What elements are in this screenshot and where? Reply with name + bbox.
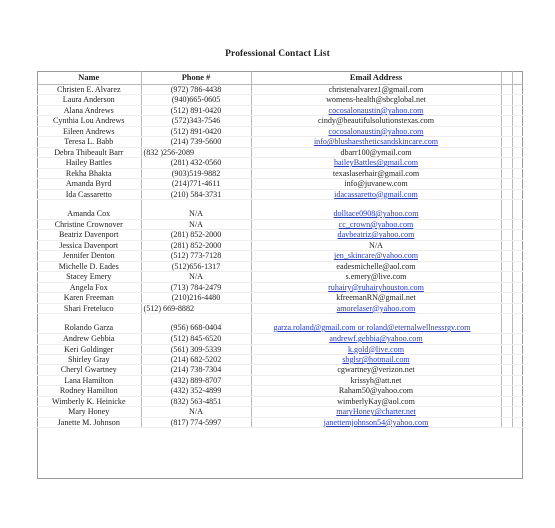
contact-email-link[interactable]: amorelaser@yahoo.com xyxy=(336,303,416,313)
blank-cell xyxy=(501,386,512,396)
blank-cell xyxy=(501,168,512,178)
contact-email-cell xyxy=(251,147,501,157)
contact-email-cell xyxy=(251,407,501,417)
contact-table xyxy=(37,71,523,428)
table-row xyxy=(37,251,523,261)
contact-name: Amanda Byrd xyxy=(37,179,141,189)
blank-cell xyxy=(501,375,512,385)
blank-cell xyxy=(512,240,523,250)
blank-cell xyxy=(512,85,523,95)
table-row xyxy=(37,344,523,354)
table-row xyxy=(37,219,523,229)
blank-cell xyxy=(512,126,523,136)
contact-name: Shari Freteluco xyxy=(37,303,141,313)
contact-name: Rolando Garza xyxy=(37,314,141,334)
blank-cell xyxy=(501,189,512,199)
contact-email-cell xyxy=(251,116,501,126)
blank-cell xyxy=(501,251,512,261)
blank-cell xyxy=(501,293,512,303)
table-row xyxy=(37,85,523,95)
blank-cell xyxy=(501,407,512,417)
table-row xyxy=(37,293,523,303)
contact-phone: N/A xyxy=(141,199,251,219)
table-row xyxy=(37,137,523,147)
table-row xyxy=(37,179,523,189)
contact-email: christenalvarez1@gmail.com xyxy=(328,85,424,94)
contact-name: Laura Anderson xyxy=(37,95,141,105)
contact-phone: (214) 738-7304 xyxy=(141,365,251,375)
contact-phone: (832 )256-2089 xyxy=(141,147,251,157)
blank-cell xyxy=(501,85,512,95)
header-blank-column xyxy=(512,71,523,85)
contact-phone: (903)519-9882 xyxy=(141,168,251,178)
contact-email-link[interactable]: andrewf.gebbia@yahoo.com xyxy=(329,334,423,344)
contact-name: Angela Fox xyxy=(37,282,141,292)
contact-phone: (512) 845-6520 xyxy=(141,334,251,344)
contact-name: Wimberly K. Heinicke xyxy=(37,396,141,406)
blank-cell xyxy=(512,147,523,157)
contact-email-cell xyxy=(251,85,501,95)
contact-phone: (956) 668-0404 xyxy=(141,314,251,334)
contact-email-cell xyxy=(251,344,501,354)
blank-cell xyxy=(512,137,523,147)
table-row xyxy=(37,116,523,126)
contact-email: N/A xyxy=(369,240,383,250)
blank-cell xyxy=(512,189,523,199)
contact-email-link[interactable]: jen_skincare@yahoo.com xyxy=(333,251,419,261)
blank-cell xyxy=(512,105,523,115)
contact-email: cindy@beautifulsolutionstexas.com xyxy=(317,116,435,126)
table-row xyxy=(37,407,523,417)
contact-email-cell xyxy=(251,230,501,240)
blank-cell xyxy=(512,314,523,334)
contact-phone: (512)656-1317 xyxy=(141,261,251,271)
contact-phone: (281) 432-0560 xyxy=(141,158,251,168)
blank-cell xyxy=(501,219,512,229)
contact-phone: (210) 584-3731 xyxy=(141,189,251,199)
contact-email-cell xyxy=(251,417,501,427)
blank-cell xyxy=(501,147,512,157)
blank-cell xyxy=(512,375,523,385)
contact-name: Jessica Davenport xyxy=(37,240,141,250)
contact-email-cell xyxy=(251,189,501,199)
table-row xyxy=(37,354,523,364)
table-row xyxy=(37,189,523,199)
blank-cell xyxy=(512,219,523,229)
contact-phone: (512) 891-0420 xyxy=(141,126,251,136)
contact-name: Beatriz Davenport xyxy=(37,230,141,240)
table-row xyxy=(37,147,523,157)
contact-email-cell xyxy=(251,251,501,261)
contact-email: texaslaserhair@gmail.com xyxy=(332,168,420,178)
header-row xyxy=(37,71,523,85)
table-row xyxy=(37,334,523,344)
contact-name: Mary Honey xyxy=(37,407,141,417)
contact-name: Keri Goldinger xyxy=(37,344,141,354)
contact-email-cell xyxy=(251,303,501,313)
contact-rows xyxy=(37,85,523,428)
contact-name: Cynthia Lou Andrews xyxy=(37,116,141,126)
contact-email-cell xyxy=(251,179,501,189)
header-name: Name xyxy=(37,71,141,85)
table-row xyxy=(37,303,523,313)
contact-email: cgwartney@verizon.net xyxy=(337,365,415,375)
contact-phone: (832) 563-4851 xyxy=(141,396,251,406)
contact-name: Ida Cassaretto xyxy=(37,189,141,199)
table-row xyxy=(37,126,523,136)
contact-phone: (512) 891-0420 xyxy=(141,105,251,115)
table-row xyxy=(37,282,523,292)
blank-cell xyxy=(501,303,512,313)
table-row xyxy=(37,240,523,250)
contact-phone: N/A xyxy=(141,407,251,417)
page-title: Professional Contact List xyxy=(225,49,330,59)
table-row xyxy=(37,417,523,427)
blank-cell xyxy=(501,261,512,271)
blank-cell xyxy=(501,105,512,115)
contact-phone: (972) 786-4438 xyxy=(141,85,251,95)
blank-cell xyxy=(501,272,512,282)
blank-cell xyxy=(501,230,512,240)
contact-email-cell xyxy=(251,219,501,229)
table-row xyxy=(37,396,523,406)
contact-phone: (214)771-4611 xyxy=(141,179,251,189)
contact-email-link[interactable]: cocosalonaustin@yahoo.com xyxy=(328,105,424,115)
table-row xyxy=(37,272,523,282)
blank-cell xyxy=(512,354,523,364)
table-row xyxy=(37,261,523,271)
contact-phone: (561) 309-5339 xyxy=(141,344,251,354)
blank-cell xyxy=(501,396,512,406)
blank-cell xyxy=(512,168,523,178)
contact-email: kfreemanRN@gmail.net xyxy=(336,293,416,303)
table-row xyxy=(37,375,523,385)
contact-phone: (713) 784-2479 xyxy=(141,282,251,292)
blank-cell xyxy=(512,282,523,292)
contact-email-link[interactable]: ruhairy@ruhairyhouston.com xyxy=(328,282,424,292)
header-blank-column xyxy=(501,71,512,85)
contact-name: Lana Hamilton xyxy=(37,375,141,385)
contact-email-link[interactable]: idacassaretto@gmail.com xyxy=(334,189,418,199)
contact-phone: (281) 852-2000 xyxy=(141,230,251,240)
blank-cell xyxy=(512,272,523,282)
contact-name: Amanda Cox xyxy=(37,199,141,219)
contact-phone: (214) 682-5202 xyxy=(141,354,251,364)
contact-email-link[interactable]: info@blushaestheticsandskincare.com xyxy=(313,137,439,147)
table-row xyxy=(37,158,523,168)
contact-email: wimberlyKay@aol.com xyxy=(337,396,415,406)
contact-email-link[interactable]: dolltace0908@yahoo.com xyxy=(333,208,419,218)
contact-email-link[interactable]: davbeatriz@yahoo.com xyxy=(337,230,415,240)
table-row xyxy=(37,365,523,375)
contact-phone: (512) 773-7128 xyxy=(141,251,251,261)
contact-name: Alana Andrews xyxy=(37,105,141,115)
blank-cell xyxy=(512,95,523,105)
blank-cell xyxy=(501,334,512,344)
table-row xyxy=(37,230,523,240)
blank-cell xyxy=(501,137,512,147)
contact-email-link[interactable]: k.gold@live.com xyxy=(347,344,404,354)
blank-cell xyxy=(501,282,512,292)
contact-phone: N/A xyxy=(141,219,251,229)
contact-email: krissyh@att.net xyxy=(350,375,402,385)
blank-cell xyxy=(501,314,512,334)
contact-name: Jennifer Denton xyxy=(37,251,141,261)
contact-email: eadesmichelle@aol.com xyxy=(336,261,416,271)
blank-cell xyxy=(512,365,523,375)
contact-email-cell xyxy=(251,386,501,396)
contact-name: Debra Thibeault Barr xyxy=(37,147,141,157)
contact-email-cell xyxy=(251,396,501,406)
table-row xyxy=(37,105,523,115)
blank-cell xyxy=(501,365,512,375)
blank-cell xyxy=(512,261,523,271)
blank-cell xyxy=(501,344,512,354)
contact-email-link[interactable]: janettemjohnson54@yahoo.com xyxy=(323,417,429,427)
blank-cell xyxy=(512,407,523,417)
blank-cell xyxy=(501,354,512,364)
blank-cell xyxy=(512,251,523,261)
contact-phone: (281) 852-2000 xyxy=(141,240,251,250)
blank-cell xyxy=(512,417,523,427)
contact-email-link[interactable]: haileyBattles@gmail.com xyxy=(333,158,419,168)
blank-cell xyxy=(501,158,512,168)
contact-email-cell xyxy=(251,240,501,250)
blank-cell xyxy=(512,116,523,126)
blank-cell xyxy=(512,199,523,219)
contact-name: Michelle D. Eades xyxy=(37,261,141,271)
blank-cell xyxy=(512,344,523,354)
contact-email: Raham50@yahoo.com xyxy=(338,386,414,396)
contact-name: Cheryl Gwartney xyxy=(37,365,141,375)
contact-phone: (940)665-0605 xyxy=(141,95,251,105)
blank-cell xyxy=(512,230,523,240)
contact-email: dbarr100@ymail.com xyxy=(340,147,412,157)
contact-name: Janette M. Johnson xyxy=(37,417,141,427)
contact-email-cell xyxy=(251,334,501,344)
contact-email-link[interactable]: maryHoney@charter.net xyxy=(336,407,416,417)
contact-email-cell xyxy=(251,282,501,292)
blank-cell xyxy=(512,158,523,168)
contact-email-cell xyxy=(251,199,501,219)
table-row xyxy=(37,168,523,178)
contact-email-cell xyxy=(251,137,501,147)
contact-email-link[interactable]: cc_crown@yahoo.com xyxy=(338,219,414,229)
contact-phone: N/A xyxy=(141,272,251,282)
blank-cell xyxy=(512,334,523,344)
blank-cell xyxy=(501,417,512,427)
header-phone: Phone # xyxy=(141,71,251,85)
table-row xyxy=(37,386,523,396)
contact-name: Christen E. Alvarez xyxy=(37,85,141,95)
contact-phone: (214) 739-5600 xyxy=(141,137,251,147)
blank-cell xyxy=(512,303,523,313)
contact-phone: (432) 352-4899 xyxy=(141,386,251,396)
contact-name: Teresa L. Babb xyxy=(37,137,141,147)
contact-email-cell xyxy=(251,158,501,168)
contact-phone: (432) 889-8707 xyxy=(141,375,251,385)
contact-phone: (817) 774-5997 xyxy=(141,417,251,427)
table-row xyxy=(37,314,523,334)
table-row xyxy=(37,199,523,219)
blank-cell xyxy=(512,293,523,303)
contact-name: Stacey Emery xyxy=(37,272,141,282)
contact-email-link[interactable]: garza.roland@gmail.com or roland@eternalwellnessrgv.com xyxy=(273,323,471,333)
blank-cell xyxy=(501,240,512,250)
contact-email-cell xyxy=(251,126,501,136)
contact-email-cell xyxy=(251,365,501,375)
table-row xyxy=(37,95,523,105)
contact-email-cell xyxy=(251,261,501,271)
contact-phone: (572)343-7546 xyxy=(141,116,251,126)
blank-cell xyxy=(512,179,523,189)
contact-email-cell xyxy=(251,375,501,385)
contact-name: Andrew Gebbia xyxy=(37,334,141,344)
contact-email-cell xyxy=(251,168,501,178)
blank-cell xyxy=(512,386,523,396)
header-email: Email Address xyxy=(251,71,501,85)
blank-cell xyxy=(501,179,512,189)
blank-cell xyxy=(501,95,512,105)
contact-email-cell xyxy=(251,272,501,282)
contact-email-cell xyxy=(251,293,501,303)
contact-email-link[interactable]: cocosalonaustin@yahoo.com xyxy=(328,126,424,136)
contact-email-cell xyxy=(251,95,501,105)
contact-email-cell xyxy=(251,105,501,115)
contact-phone: (210)216-4480 xyxy=(141,293,251,303)
blank-cell xyxy=(501,126,512,136)
contact-email: s.emery@live.com xyxy=(345,272,407,282)
blank-cell xyxy=(512,396,523,406)
contact-name: Eileen Andrews xyxy=(37,126,141,136)
contact-name: Shirley Gray xyxy=(37,354,141,364)
contact-name: Karen Freeman xyxy=(37,293,141,303)
contact-name: Rodney Hamilton xyxy=(37,386,141,396)
contact-name: Hailey Battles xyxy=(37,158,141,168)
contact-name: Christine Crownover xyxy=(37,219,141,229)
contact-phone: (512) 669-8882 xyxy=(141,303,251,313)
contact-name: Rekha Bhakta xyxy=(37,168,141,178)
blank-cell xyxy=(501,199,512,219)
contact-email-link[interactable]: sbglsr@hotmail.com xyxy=(342,354,410,364)
contact-email: info@juvanew.com xyxy=(344,179,408,189)
contact-email: womens-health@sbcglobal.net xyxy=(326,95,426,105)
contact-email-cell xyxy=(251,354,501,364)
blank-cell xyxy=(501,116,512,126)
contact-email-cell xyxy=(251,314,501,334)
